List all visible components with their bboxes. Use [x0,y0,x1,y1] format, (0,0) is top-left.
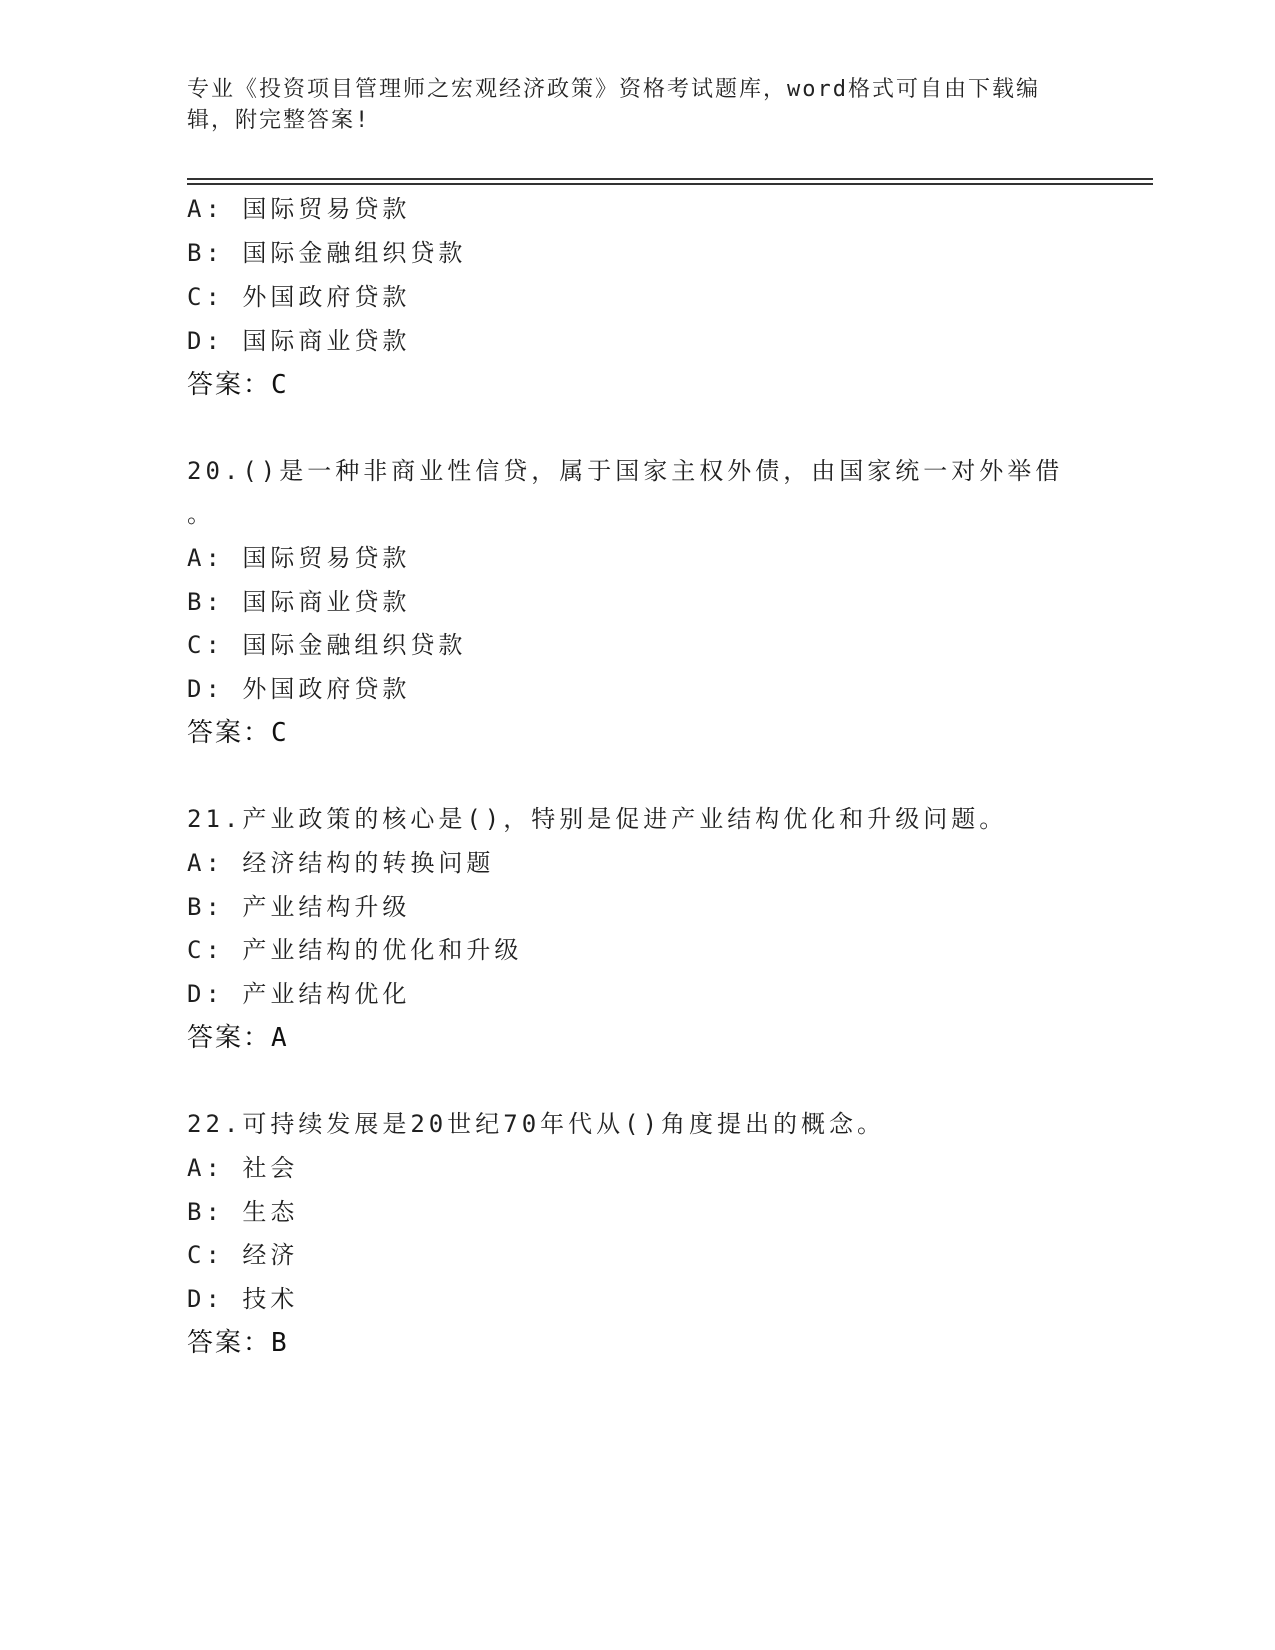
q20-answer [187,718,287,748]
q21-option-a: A: 经济结构的转换问题 [187,849,495,877]
q22-stem: 22.可持续发展是20世纪70年代从()角度提出的概念。 [187,1110,886,1138]
header-divider-top [187,178,1153,180]
q20-option-a: A: 国际贸易贷款 [187,544,411,572]
q20-stem-line2: 。 [187,500,215,528]
q19-option-b: B: 国际金融组织贷款 [187,239,467,267]
q19-option-d: D: 国际商业贷款 [187,327,411,355]
q20-stem-line1: 20.()是一种非商业性信贷，属于国家主权外债，由国家统一对外举借 [187,457,1064,485]
q22-option-a: A: 社会 [187,1154,299,1182]
q22-option-c: C: 经济 [187,1241,299,1269]
q22-option-b: B: 生态 [187,1198,299,1226]
q20-answer-label: 答案： [187,718,272,748]
q21-stem: 21.产业政策的核心是()，特别是促进产业结构优化和升级问题。 [187,805,1008,833]
q21-answer [187,1023,287,1053]
q21-option-d: D: 产业结构优化 [187,980,411,1008]
q20-option-c: C: 国际金融组织贷款 [187,631,467,659]
document-intro: 专业《投资项目管理师之宏观经济政策》资格考试题库，word格式可自由下载编辑，附完整答案! [187,77,1040,133]
q21-answer-value: A [271,1023,287,1053]
header-divider-bottom [187,183,1153,185]
q20-answer-value: C [271,718,287,748]
q21-option-c: C: 产业结构的优化和升级 [187,936,523,964]
q22-answer [187,1328,287,1358]
q19-answer-value: C [271,370,287,400]
q19-answer [187,370,287,400]
q20-option-b: B: 国际商业贷款 [187,588,411,616]
q22-answer-value: B [271,1328,287,1358]
q19-option-a: A: 国际贸易贷款 [187,195,411,223]
q22-option-d: D: 技术 [187,1285,299,1313]
q22-answer-label: 答案： [187,1328,272,1358]
q19-answer-label: 答案： [187,370,272,400]
q21-option-b: B: 产业结构升级 [187,893,411,921]
q20-option-d: D: 外国政府贷款 [187,675,411,703]
q19-option-c: C: 外国政府贷款 [187,283,411,311]
q21-answer-label: 答案： [187,1023,272,1053]
